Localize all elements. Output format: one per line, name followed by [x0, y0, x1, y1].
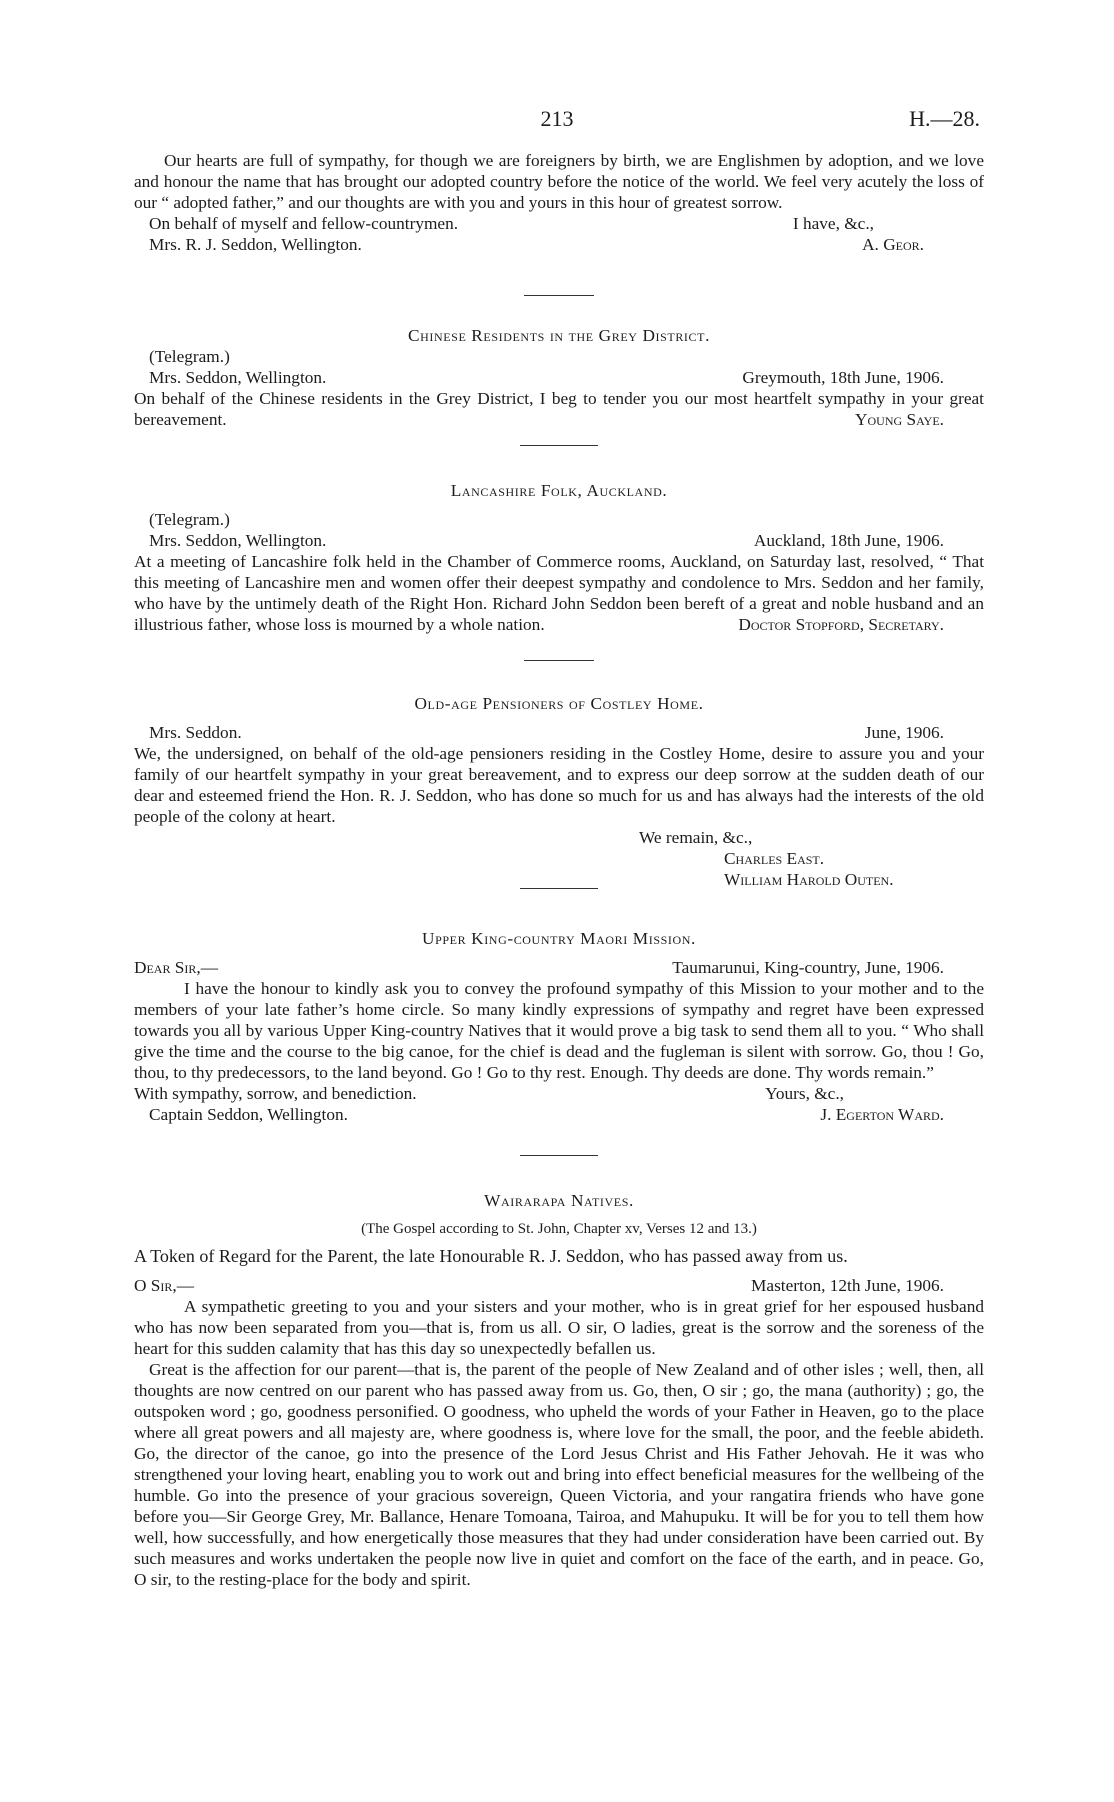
section-heading: Upper King-country Maori Mission.: [422, 929, 696, 948]
geor-addressee: Mrs. R. J. Seddon, Wellington.: [149, 235, 362, 254]
closing: We remain, &c.,: [639, 828, 753, 847]
geor-signature: A. Geor.: [862, 235, 924, 254]
section-divider: [524, 660, 594, 661]
section-heading: Lancashire Folk, Auckland.: [450, 481, 668, 500]
telegram-label: (Telegram.): [149, 510, 230, 529]
scripture-reference: (The Gospel according to St. John, Chapter xv, Verses 12 and 13.): [361, 1221, 757, 1237]
message-paragraph-1: A sympathetic greeting to you and your sisters and your mother, who is in great grief for her espoused husband who has now been separated from you—that is, from us all. O sir, O ladies, great is the sorrow and the soreness of the heart for this sudden calamity that has this day so unexpectedly befallen us.: [134, 1297, 984, 1358]
costley-home-section: [134, 693, 984, 890]
signature: Young Saye.: [855, 410, 944, 429]
maori-mission-section: [134, 928, 984, 1125]
salutation: O Sir,—: [134, 1276, 195, 1295]
chinese-residents-section: [134, 325, 984, 430]
signature: Charles East.: [724, 849, 825, 868]
geor-letter: [134, 150, 984, 255]
message-paragraph-2: Great is the affection for our parent—that is, the parent of the people of New Zealand and of other isles ; well, then, all thoughts are now centred on our parent who has passed away from us. Go, then, O sir ; go, the mana (authority) ; go, the outspoken word ; go, goodness personified. O goodness, who upheld the words of your Father in Heaven, go to the place where all great powers and all majesty are, where goodness is, where love for the small, the poor, and the feeble abideth. Go, the director of the canoe, go into the presence of the Lord Jesus Christ and His Father Jehovah. He it was who strengthened your loving heart, enabling you to work out and bring into effect beneficial measures for the wellbeing of the humble. Go into the presence of your gracious sovereign, Queen Victoria, and your rangatira friends who have gone before you—Sir George Grey, Mr. Ballance, Henare Tomoana, Tairoa, and Mahupuku. It will be for you to tell them how well, how successfully, and how energetically those measures that they had under consideration have been carried out. By such measures and works undertaken the people now live in quiet and comfort on the face of the earth, and in peace. Go, O sir, to the resting-place for the body and spirit.: [134, 1360, 984, 1589]
section-divider: [524, 295, 594, 296]
section-divider: [520, 1155, 598, 1156]
geor-closing-note: On behalf of myself and fellow-countrymen.: [149, 214, 459, 233]
geor-letter-body: Our hearts are full of sympathy, for though we are foreigners by birth, we are Englishmen by adoption, and we love and honour the name that has brought our adopted country before the notice of the world. We feel very acutely the loss of our “ adopted father,” and our thoughts are with you and yours in this hour of greatest sorrow.: [134, 151, 984, 212]
section-divider: [520, 445, 598, 446]
section-heading: Old-age Pensioners of Costley Home.: [414, 694, 704, 713]
message-body: I have the honour to kindly ask you to convey the profound sympathy of this Mission to your mother and to the members of your late father’s home circle. So many kindly expressions of sympathy and regret have been expressed towards you all by various Upper King-country Natives that it would prove a big task to send them all to you. “ Who shall give the time and the course to the big canoe, for the chief is dead and the fugleman is silent with sorrow. Go, thou ! Go, thou, to thy predecessors, to the land beyond. Go ! Go to thy rest. Enough. Thy deeds are done. Thy words remain.”: [134, 979, 984, 1082]
signature: J. Egerton Ward.: [820, 1105, 944, 1124]
place-date: Masterton, 12th June, 1906.: [751, 1276, 944, 1295]
addressee: Captain Seddon, Wellington.: [149, 1105, 348, 1124]
signature: Doctor Stopford, Secretary.: [738, 615, 944, 634]
addressee: Mrs. Seddon, Wellington.: [149, 531, 327, 550]
page-number: 213: [540, 106, 574, 131]
telegram-label: (Telegram.): [149, 347, 230, 366]
closing: Yours, &c.,: [765, 1084, 844, 1103]
wairarapa-section: [134, 1190, 984, 1590]
addressee: Mrs. Seddon, Wellington.: [149, 368, 327, 387]
message-body: At a meeting of Lancashire folk held in the Chamber of Commerce rooms, Auckland, on Saturday last, resolved, “ That this meeting of Lancashire men and women offer their deepest sympathy and condolence to Mrs. Seddon and her family, who have by the untimely death of the Right Hon. Richard John Seddon been bereft of a great and noble husband and an illustrious father, whose loss is mourned by a whole nation.: [134, 552, 984, 634]
section-heading: Wairarapa Natives.: [484, 1191, 634, 1210]
geor-closing: I have, &c.,: [792, 214, 874, 233]
section-divider: [520, 888, 598, 889]
addressee: Mrs. Seddon.: [149, 723, 242, 742]
place-date: Taumarunui, King-country, June, 1906.: [672, 958, 944, 977]
place-date: Auckland, 18th June, 1906.: [753, 531, 944, 550]
section-heading: Chinese Residents in the Grey District.: [408, 326, 710, 345]
closing-note: With sympathy, sorrow, and benediction.: [134, 1084, 417, 1103]
token-line: A Token of Regard for the Parent, the late Honourable R. J. Seddon, who has passed away from us.: [134, 1246, 848, 1266]
document-reference: H.—28.: [909, 106, 980, 131]
signature: William Harold Outen.: [724, 870, 894, 889]
lancashire-section: [134, 480, 984, 635]
message-body: We, the undersigned, on behalf of the old-age pensioners residing in the Costley Home, desire to assure you and your family of our heartfelt sympathy in your great bereavement, and to express our deep sorrow at the sudden death of our dear and esteemed friend the Hon. R. J. Seddon, who has done so much for us and has always had the interests of the old people of the colony at heart.: [134, 744, 984, 826]
place-date: Greymouth, 18th June, 1906.: [742, 368, 944, 387]
salutation: Dear Sir,—: [134, 958, 219, 977]
date: June, 1906.: [864, 723, 944, 742]
message-body: On behalf of the Chinese residents in the Grey District, I beg to tender you our most heartfelt sympathy in your great bereavement.: [134, 389, 984, 429]
